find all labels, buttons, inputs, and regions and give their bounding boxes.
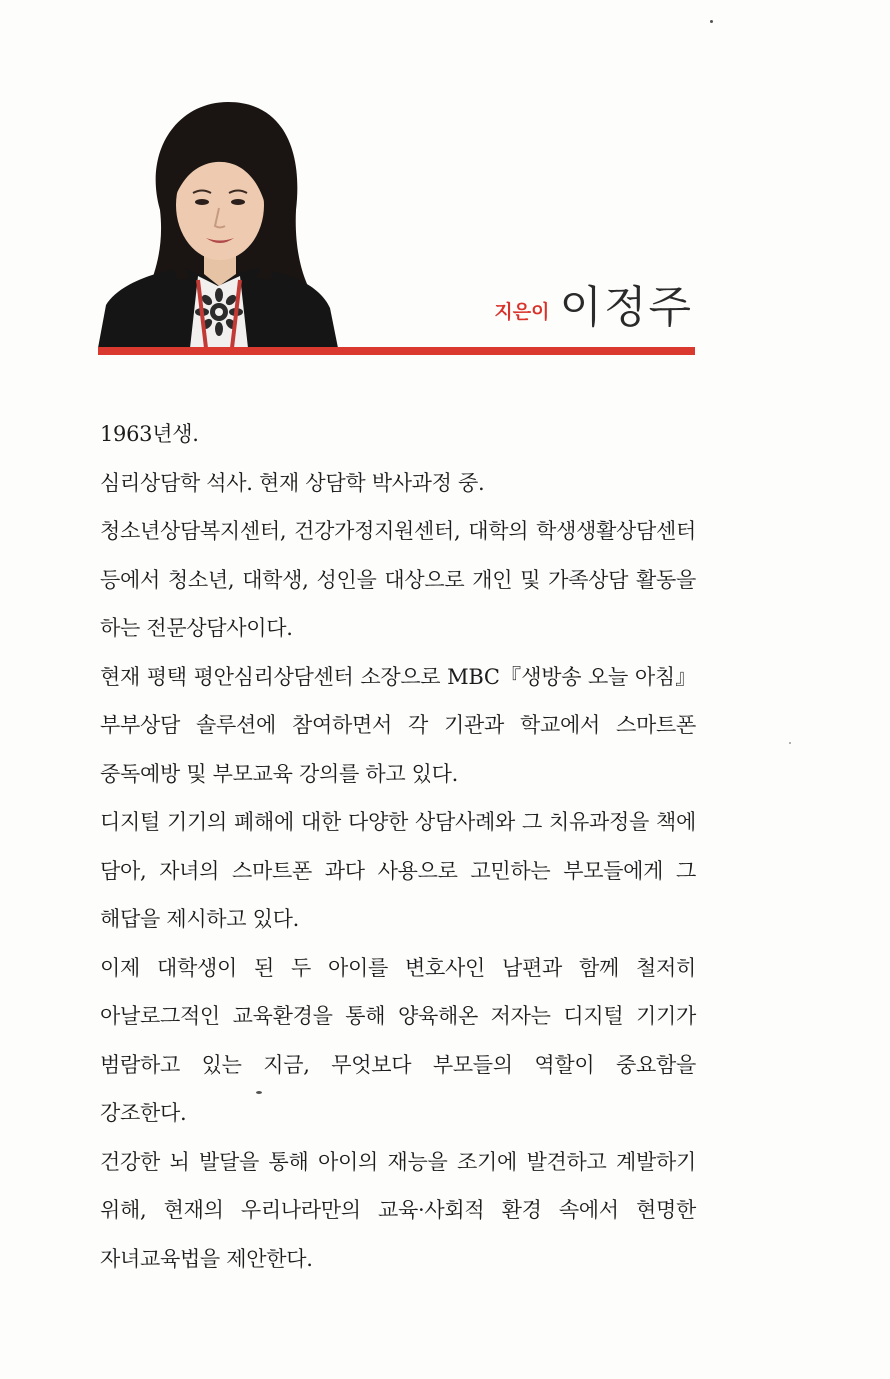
bio-paragraph-birth: 1963년생. [100,422,199,446]
author-header [98,90,695,358]
scan-speck [256,1091,262,1094]
author-name-block [494,282,693,333]
author-bio [100,410,696,1283]
bio-paragraph-education: 심리상담학 석사. 현재 상담학 박사과정 중. [100,470,485,495]
author-role-label: 지은이 [494,301,550,323]
scan-speck [710,20,713,23]
scan-speck [789,742,791,744]
bio-paragraph-book: 디지털 기기의 폐해에 대한 다양한 상담사례와 그 치유과정을 책에 담아, 자녀의 스마트폰 과다 사용으로 고민하는 부모들에게 그 해답을 제시하고 있다. [100,810,696,931]
bio-paragraph-parenting: 이제 대학생이 된 두 아이를 변호사인 남편과 함께 철저히 아날로그적인 교육환경을 통해 양육해온 저자는 디지털 기기가 범람하고 있는 지금, 무엇보다 부모들의 역할이 중요함을 강조한다. [100,955,696,1125]
author-name: 이정주 [559,282,693,333]
bio-paragraph-career: 청소년상담복지센터, 건강가정지원센터, 대학의 학생생활상담센터 등에서 청소년, 대학생, 성인을 대상으로 개인 및 가족상담 활동을 하는 전문상담사이다. [100,519,696,640]
header-divider [98,347,695,355]
bio-paragraph-current-role: 현재 평택 평안심리상담센터 소장으로 MBC『생방송 오늘 아침』부부상담 솔루션에 참여하면서 각 기관과 학교에서 스마트폰 중독예방 및 부모교육 강의를 하고 있다. [100,664,696,786]
bio-paragraph-proposal: 건강한 뇌 발달을 통해 아이의 재능을 조기에 발견하고 계발하기 위해, 현재의 우리나라만의 교육·사회적 환경 속에서 현명한 자녀교육법을 제안한다. [100,1149,696,1271]
author-photo [98,90,338,348]
